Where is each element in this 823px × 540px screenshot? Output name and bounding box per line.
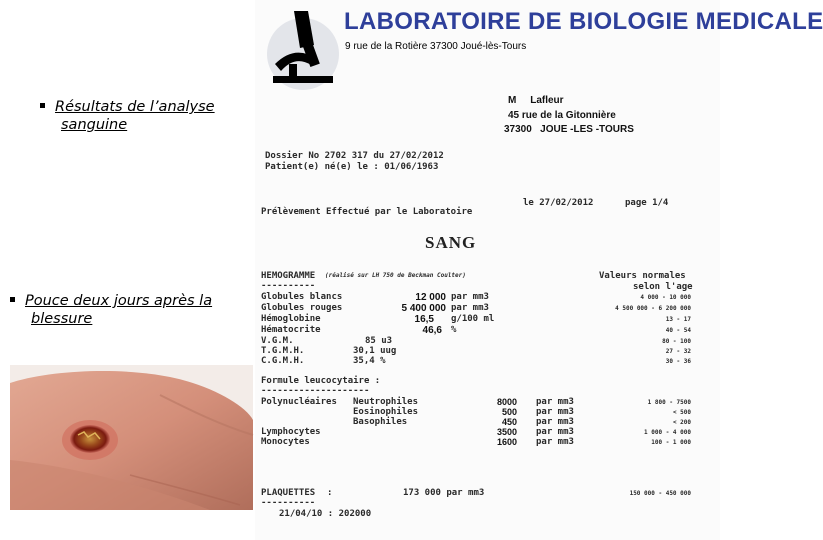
row-label: V.G.M. (261, 336, 294, 346)
indices-rows (261, 336, 716, 366)
table-row (261, 356, 716, 366)
formule-underline: -------------------- (261, 386, 370, 396)
row-label: Lymphocytes (261, 427, 321, 437)
row-label: Hémoglobine (261, 314, 321, 324)
row-normal: 4 000 - 10 000 (640, 294, 691, 301)
table-row (261, 417, 716, 427)
plaquettes-history: 21/04/10 : 202000 (279, 509, 372, 519)
row-normal: 100 - 1 000 (651, 439, 691, 446)
row-normal: 4 500 000 - 6 200 000 (615, 305, 691, 312)
lab-report-scan (255, 0, 823, 540)
plaquettes-value: 173 000 par mm3 (403, 488, 485, 498)
leuco-rows (261, 397, 716, 447)
bullet-text-line1: Pouce deux jours après la (25, 293, 213, 309)
row-unit: par mm3 (536, 427, 574, 437)
plaquettes-colon: : (327, 488, 333, 498)
row-unit: par mm3 (451, 303, 489, 313)
row-value: 450 (501, 417, 517, 427)
row-value: 500 (501, 407, 517, 417)
hemogramme-title: HEMOGRAMME (261, 271, 316, 281)
polynucleaires-label: Polynucléaires (261, 397, 337, 407)
page-number: page 1/4 (625, 198, 669, 208)
section-sang: SANG (425, 233, 477, 252)
recipient-name: M Lafleur (508, 95, 564, 106)
row-normal: 30 - 36 (665, 358, 691, 365)
row-unit: par mm3 (536, 437, 574, 447)
bullet-results (40, 98, 240, 134)
row-normal: < 200 (672, 419, 691, 426)
row-label: Globules rouges (261, 303, 343, 313)
plaquettes-label: PLAQUETTES (261, 488, 316, 498)
hemogramme-underline: ---------- (261, 281, 316, 291)
row-label: Hématocrite (261, 325, 321, 335)
bullet-marker (40, 103, 45, 108)
table-row (261, 336, 716, 346)
plaquettes-normal: 150 000 - 450 000 (629, 490, 691, 497)
row-value: 16,5 (414, 314, 434, 325)
bullet-text-line1: Résultats de l’analyse (55, 99, 215, 115)
dossier-number: Dossier No 2702 317 du 27/02/2012 (265, 151, 444, 161)
table-row (261, 314, 716, 325)
row-unit: par mm3 (536, 417, 574, 427)
row-normal: 1 800 - 7500 (647, 399, 691, 406)
table-row (261, 292, 716, 303)
prelevement-note: Prélèvement Effectué par le Laboratoire (261, 207, 473, 217)
row-value: 1600 (496, 437, 517, 447)
wound-scab (70, 425, 110, 453)
table-row (261, 303, 716, 314)
patient-birthdate: Patient(e) né(e) le : 01/06/1963 (265, 162, 439, 172)
bullet-text-line2: blessure (31, 311, 93, 327)
normal-values-title: Valeurs normales (599, 271, 686, 281)
report-date: le 27/02/2012 (523, 198, 594, 208)
table-row (261, 437, 716, 447)
row-normal: 80 - 100 (662, 338, 691, 345)
row-value: 5 400 000 (401, 303, 446, 314)
row-unit: par mm3 (536, 407, 574, 417)
row-value: 85 u3 (365, 336, 393, 346)
row-unit: g/100 ml (451, 314, 495, 324)
microscope-logo-icon (261, 6, 346, 90)
hemogramme-rows (261, 292, 716, 336)
row-label: Basophiles (353, 417, 408, 427)
row-normal: < 500 (672, 409, 691, 416)
row-normal: 40 - 54 (665, 327, 691, 334)
row-unit: par mm3 (536, 397, 574, 407)
bullet-marker (10, 297, 15, 302)
lab-name: LABORATOIRE DE BIOLOGIE MEDICALE (344, 8, 823, 35)
table-row (261, 325, 716, 336)
row-value: 35,4 % (353, 356, 386, 366)
normal-values-subtitle: selon l'age (633, 282, 693, 292)
row-normal: 27 - 32 (665, 348, 691, 355)
row-label: T.G.M.H. (261, 346, 305, 356)
row-value: 8000 (496, 397, 517, 407)
bullet-thumb (10, 292, 250, 328)
row-label: C.G.M.H. (261, 356, 305, 366)
plaquettes-underline: ---------- (261, 498, 316, 508)
table-row (261, 427, 716, 437)
hemogramme-note: (réalisé sur LH 750 de Beckman Coulter) (325, 272, 466, 279)
row-unit: % (451, 325, 457, 335)
recipient-street: 45 rue de la Gitonnière (508, 110, 616, 121)
recipient-city: 37300 JOUE -LES -TOURS (504, 124, 634, 135)
row-label: Neutrophiles (353, 397, 419, 407)
row-normal: 1 000 - 4 000 (644, 429, 691, 436)
formule-title: Formule leucocytaire : (261, 376, 381, 386)
row-label: Globules blancs (261, 292, 343, 302)
thumb-wound-photo (10, 365, 253, 510)
row-value: 30,1 uug (353, 346, 397, 356)
row-value: 12 000 (415, 292, 446, 303)
row-unit: par mm3 (451, 292, 489, 302)
row-normal: 13 - 17 (665, 316, 691, 323)
lab-address: 9 rue de la Rotière 37300 Joué-lès-Tours (345, 41, 527, 52)
row-label: Monocytes (261, 437, 310, 447)
bullet-text-line2: sanguine (61, 117, 128, 133)
table-row (261, 346, 716, 356)
row-value: 3500 (496, 427, 517, 437)
row-label: Eosinophiles (353, 407, 419, 417)
table-row (261, 407, 716, 417)
table-row (261, 397, 716, 407)
row-value: 46,6 (422, 325, 442, 336)
